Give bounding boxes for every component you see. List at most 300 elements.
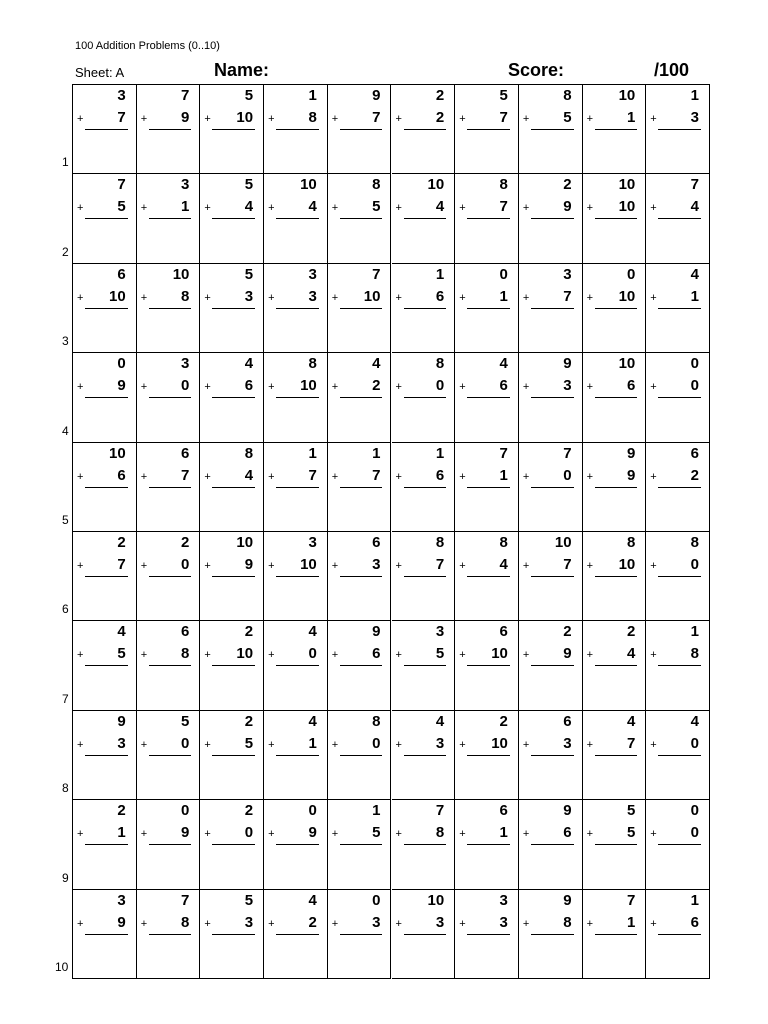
answer-line: [404, 487, 447, 488]
row-number: 10: [55, 960, 69, 974]
addend-bottom: 2: [372, 377, 381, 395]
addend-bottom: 4: [244, 466, 254, 484]
addend-bottom: 10: [109, 287, 126, 305]
addend-top: 0: [690, 802, 699, 820]
addend-top: 0: [117, 355, 126, 373]
problem-cell: [519, 621, 583, 710]
addend-bottom: 9: [181, 824, 190, 842]
answer-line: [531, 397, 574, 398]
addend-bottom: 1: [181, 198, 190, 216]
addend-bottom: 0: [435, 377, 445, 395]
addend-bottom: 0: [690, 824, 699, 842]
answer-line: [212, 397, 255, 398]
addend-bottom: 0: [244, 824, 254, 842]
plus-sign: +: [204, 113, 211, 125]
answer-line: [595, 218, 638, 219]
addend-bottom: 9: [244, 556, 254, 573]
addend-bottom: 7: [181, 466, 190, 484]
answer-line: [595, 576, 638, 577]
answer-line: [658, 934, 701, 935]
problem-cell: [328, 353, 392, 442]
addend-bottom: 4: [690, 198, 699, 216]
answer-line: [467, 576, 510, 577]
addend-bottom: 8: [181, 287, 190, 305]
addend-top: 6: [563, 712, 572, 730]
addend-top: 10: [618, 355, 636, 373]
plus-sign: +: [140, 649, 148, 662]
addend-top: 9: [626, 444, 636, 462]
answer-line: [149, 308, 192, 309]
addend-top: 8: [435, 534, 445, 551]
addend-top: 1: [690, 87, 699, 104]
addend-top: 9: [563, 802, 572, 820]
plus-sign: +: [650, 113, 657, 125]
problem-cell: [73, 711, 137, 800]
plus-sign: +: [522, 202, 530, 215]
addend-top: 1: [690, 891, 699, 909]
problem-cell: [200, 621, 264, 710]
addend-bottom: 3: [435, 913, 445, 931]
plus-sign: +: [459, 470, 466, 483]
addend-top: 4: [626, 712, 636, 730]
addend-top: 3: [181, 176, 190, 194]
answer-line: [467, 218, 510, 219]
plus-sign: +: [522, 738, 530, 751]
addend-bottom: 10: [236, 109, 254, 126]
problem-cell: [328, 532, 392, 621]
plus-sign: +: [395, 291, 402, 304]
problem-cell: [646, 174, 710, 263]
addend-top: 7: [690, 176, 699, 194]
problem-cell: [73, 264, 137, 353]
addend-bottom: 8: [181, 913, 190, 931]
plus-sign: +: [268, 381, 275, 394]
answer-line: [212, 576, 255, 577]
plus-sign: +: [586, 202, 594, 215]
plus-sign: +: [77, 917, 84, 930]
problem-cell: [264, 174, 328, 263]
problem-cell: [137, 264, 201, 353]
plus-sign: +: [650, 828, 657, 841]
answer-line: [658, 218, 701, 219]
problem-cell: [583, 621, 647, 710]
row-number: 1: [62, 155, 69, 170]
problem-cell: [583, 174, 647, 263]
problem-cell: [455, 890, 519, 979]
addend-bottom: 3: [435, 734, 445, 752]
plus-sign: +: [522, 828, 530, 841]
addend-bottom: 9: [308, 824, 317, 842]
problem-cell: [646, 711, 710, 800]
answer-line: [85, 665, 128, 666]
addend-top: 1: [308, 87, 317, 104]
answer-line: [531, 755, 574, 756]
answer-line: [531, 576, 574, 577]
answer-line: [467, 934, 510, 935]
problem-cell: [392, 353, 456, 442]
answer-line: [212, 487, 255, 488]
addend-bottom: 7: [372, 109, 381, 126]
addend-top: 4: [372, 355, 381, 373]
plus-sign: +: [140, 738, 148, 751]
addend-bottom: 9: [563, 198, 572, 216]
problem-cell: [137, 174, 201, 263]
answer-line: [404, 844, 447, 845]
addend-top: 4: [117, 623, 126, 641]
plus-sign: +: [522, 113, 530, 125]
problem-cell: [328, 264, 392, 353]
score-total: /100: [654, 60, 690, 80]
addend-top: 7: [181, 87, 190, 104]
addend-bottom: 3: [308, 287, 317, 305]
addend-bottom: 9: [117, 913, 126, 931]
plus-sign: +: [140, 113, 148, 125]
addend-bottom: 7: [117, 556, 126, 573]
answer-line: [149, 487, 192, 488]
plus-sign: +: [77, 738, 84, 751]
answer-line: [467, 397, 510, 398]
problem-cell: [392, 174, 456, 263]
addend-bottom: 6: [499, 377, 508, 395]
plus-sign: +: [522, 917, 530, 930]
answer-line: [149, 129, 192, 130]
name-label: Name:: [214, 60, 270, 80]
row-number: 6: [62, 602, 69, 617]
plus-sign: +: [586, 470, 594, 483]
problem-cell: [73, 174, 137, 263]
answer-line: [149, 844, 192, 845]
answer-line: [404, 397, 447, 398]
addend-bottom: 3: [372, 556, 381, 573]
answer-line: [85, 218, 128, 219]
addend-top: 10: [236, 534, 254, 551]
addend-bottom: 6: [563, 824, 572, 842]
answer-line: [340, 844, 383, 845]
addend-top: 7: [181, 891, 190, 909]
answer-line: [85, 129, 128, 130]
addend-top: 10: [554, 534, 572, 551]
problem-cell: [73, 800, 137, 889]
addend-bottom: 9: [117, 377, 126, 395]
addend-top: 7: [499, 444, 508, 462]
addend-top: 2: [244, 712, 254, 730]
answer-line: [531, 844, 574, 845]
answer-line: [85, 487, 128, 488]
addend-top: 2: [563, 176, 572, 194]
plus-sign: +: [650, 381, 657, 394]
answer-line: [595, 665, 638, 666]
problem-cell: [328, 85, 392, 174]
problem-cell: [73, 532, 137, 621]
plus-sign: +: [459, 917, 466, 930]
addend-top: 10: [427, 891, 445, 909]
plus-sign: +: [650, 649, 657, 662]
addend-bottom: 3: [244, 287, 254, 305]
addend-bottom: 10: [236, 645, 254, 663]
addend-bottom: 10: [300, 556, 317, 573]
problem-cell: [455, 264, 519, 353]
plus-sign: +: [204, 560, 211, 572]
addend-top: 6: [690, 444, 699, 462]
addend-top: 10: [427, 176, 445, 194]
answer-line: [85, 397, 128, 398]
addend-top: 2: [244, 623, 254, 641]
addend-top: 3: [308, 265, 317, 283]
problem-cell: [73, 85, 137, 174]
answer-line: [212, 665, 255, 666]
addend-bottom: 7: [372, 466, 381, 484]
addend-bottom: 4: [308, 198, 317, 216]
answer-line: [531, 308, 574, 309]
plus-sign: +: [331, 470, 339, 483]
problem-cell: [328, 890, 392, 979]
answer-line: [658, 576, 701, 577]
plus-sign: +: [268, 828, 275, 841]
plus-sign: +: [268, 560, 275, 572]
addend-top: 10: [618, 87, 636, 104]
problem-cell: [264, 85, 328, 174]
addend-bottom: 0: [690, 377, 699, 395]
answer-line: [276, 576, 319, 577]
addend-top: 0: [181, 802, 190, 820]
addend-bottom: 2: [690, 466, 699, 484]
plus-sign: +: [331, 560, 339, 572]
addend-top: 7: [626, 891, 636, 909]
addend-top: 3: [117, 891, 126, 909]
addend-top: 6: [181, 444, 190, 462]
addend-bottom: 0: [690, 556, 699, 573]
problem-cell: [646, 800, 710, 889]
addend-bottom: 5: [435, 645, 445, 663]
answer-line: [467, 129, 510, 130]
addend-top: 2: [117, 802, 126, 820]
problem-cell: [200, 85, 264, 174]
plus-sign: +: [77, 649, 84, 662]
addend-bottom: 1: [690, 287, 699, 305]
problem-cell: [583, 264, 647, 353]
addend-bottom: 4: [499, 556, 508, 573]
addend-top: 5: [244, 265, 254, 283]
addend-top: 4: [244, 355, 254, 373]
problem-cell: [264, 621, 328, 710]
addend-top: 3: [181, 355, 190, 373]
problem-cell: [392, 621, 456, 710]
plus-sign: +: [77, 291, 84, 304]
problem-cell: [455, 621, 519, 710]
answer-line: [404, 218, 447, 219]
addend-top: 0: [499, 265, 508, 283]
answer-line: [595, 129, 638, 130]
answer-line: [467, 844, 510, 845]
addend-bottom: 0: [181, 734, 190, 752]
problem-cell: [264, 532, 328, 621]
answer-line: [276, 844, 319, 845]
plus-sign: +: [586, 291, 594, 304]
plus-sign: +: [459, 560, 466, 572]
addend-top: 8: [499, 176, 508, 194]
plus-sign: +: [140, 828, 148, 841]
addend-bottom: 5: [626, 824, 636, 842]
addend-top: 9: [372, 87, 381, 104]
problem-cell: [583, 890, 647, 979]
answer-line: [276, 934, 319, 935]
problem-cell: [328, 621, 392, 710]
addend-top: 10: [172, 265, 190, 283]
plus-sign: +: [586, 649, 594, 662]
addend-bottom: 0: [181, 556, 190, 573]
problem-cell: [519, 711, 583, 800]
plus-sign: +: [586, 113, 594, 125]
answer-line: [340, 755, 383, 756]
problem-cell: [519, 264, 583, 353]
problem-cell: [137, 443, 201, 532]
answer-line: [531, 934, 574, 935]
addend-top: 8: [372, 712, 381, 730]
plus-sign: +: [650, 291, 657, 304]
sheet-label: Sheet: A: [75, 65, 125, 80]
answer-line: [595, 755, 638, 756]
plus-sign: +: [204, 738, 211, 751]
problem-cell: [519, 353, 583, 442]
plus-sign: +: [331, 381, 339, 394]
addend-top: 1: [372, 444, 381, 462]
answer-line: [595, 397, 638, 398]
plus-sign: +: [204, 917, 211, 930]
answer-line: [404, 576, 447, 577]
answer-line: [149, 218, 192, 219]
problem-grid: [72, 84, 710, 979]
problem-cell: [264, 711, 328, 800]
plus-sign: +: [522, 381, 530, 394]
addend-top: 1: [308, 444, 317, 462]
addend-top: 4: [308, 712, 317, 730]
addend-top: 7: [563, 444, 572, 462]
answer-line: [340, 487, 383, 488]
problem-cell: [328, 174, 392, 263]
plus-sign: +: [459, 202, 466, 215]
problem-cell: [455, 85, 519, 174]
addend-bottom: 1: [626, 109, 636, 126]
plus-sign: +: [331, 738, 339, 751]
addend-bottom: 7: [499, 198, 508, 216]
problem-cell: [583, 443, 647, 532]
problem-cell: [73, 353, 137, 442]
addend-top: 3: [563, 265, 572, 283]
plus-sign: +: [331, 828, 339, 841]
plus-sign: +: [650, 560, 657, 572]
problem-cell: [519, 890, 583, 979]
addend-top: 10: [109, 444, 126, 462]
addend-bottom: 9: [181, 109, 190, 126]
problem-cell: [200, 532, 264, 621]
problem-cell: [73, 621, 137, 710]
plus-sign: +: [586, 381, 594, 394]
addend-top: 8: [435, 355, 445, 373]
problem-cell: [200, 264, 264, 353]
addend-top: 6: [499, 802, 508, 820]
plus-sign: +: [459, 828, 466, 841]
answer-line: [340, 397, 383, 398]
addend-top: 2: [244, 802, 254, 820]
problem-cell: [583, 85, 647, 174]
plus-sign: +: [204, 381, 211, 394]
problem-cell: [646, 443, 710, 532]
plus-sign: +: [77, 470, 84, 483]
addend-top: 5: [244, 176, 254, 194]
answer-line: [595, 487, 638, 488]
addend-top: 6: [499, 623, 508, 641]
plus-sign: +: [77, 828, 84, 841]
row-number: 4: [62, 423, 69, 438]
addend-bottom: 6: [244, 377, 254, 395]
addend-top: 8: [372, 176, 381, 194]
addend-bottom: 4: [626, 645, 636, 663]
addend-bottom: 6: [435, 466, 445, 484]
addend-bottom: 1: [117, 824, 126, 842]
problem-cell: [137, 85, 201, 174]
answer-line: [212, 129, 255, 130]
plus-sign: +: [650, 470, 657, 483]
answer-line: [658, 844, 701, 845]
addend-top: 0: [690, 355, 699, 373]
problem-cell: [519, 532, 583, 621]
answer-line: [467, 665, 510, 666]
addend-top: 4: [690, 712, 699, 730]
answer-line: [531, 218, 574, 219]
row-number: 3: [62, 334, 69, 349]
problem-cell: [646, 85, 710, 174]
plus-sign: +: [140, 560, 148, 572]
plus-sign: +: [459, 649, 466, 662]
addend-bottom: 2: [308, 913, 317, 931]
addend-bottom: 1: [499, 287, 508, 305]
plus-sign: +: [586, 738, 594, 751]
addend-top: 1: [372, 802, 381, 820]
addend-top: 9: [563, 355, 572, 373]
answer-line: [340, 308, 383, 309]
addend-bottom: 3: [117, 734, 126, 752]
addend-top: 2: [499, 712, 508, 730]
answer-line: [340, 576, 383, 577]
addend-top: 2: [563, 623, 572, 641]
addend-top: 5: [499, 87, 508, 104]
answer-line: [276, 129, 319, 130]
plus-sign: +: [395, 828, 402, 841]
addend-bottom: 8: [181, 645, 190, 663]
answer-line: [467, 308, 510, 309]
plus-sign: +: [77, 202, 84, 215]
addend-bottom: 5: [563, 109, 572, 126]
plus-sign: +: [522, 470, 530, 483]
addend-top: 2: [117, 534, 126, 551]
row-number: 5: [62, 513, 69, 527]
plus-sign: +: [331, 202, 339, 215]
answer-line: [340, 129, 383, 130]
addend-top: 3: [308, 534, 317, 551]
answer-line: [658, 487, 701, 488]
addend-bottom: 7: [499, 109, 508, 126]
addend-bottom: 5: [117, 645, 126, 663]
plus-sign: +: [395, 738, 402, 751]
problem-cell: [455, 711, 519, 800]
answer-line: [340, 665, 383, 666]
addend-top: 8: [563, 87, 572, 104]
answer-line: [149, 934, 192, 935]
plus-sign: +: [586, 917, 594, 930]
problem-cell: [455, 800, 519, 889]
addend-top: 0: [308, 802, 317, 820]
addend-bottom: 6: [435, 287, 445, 305]
